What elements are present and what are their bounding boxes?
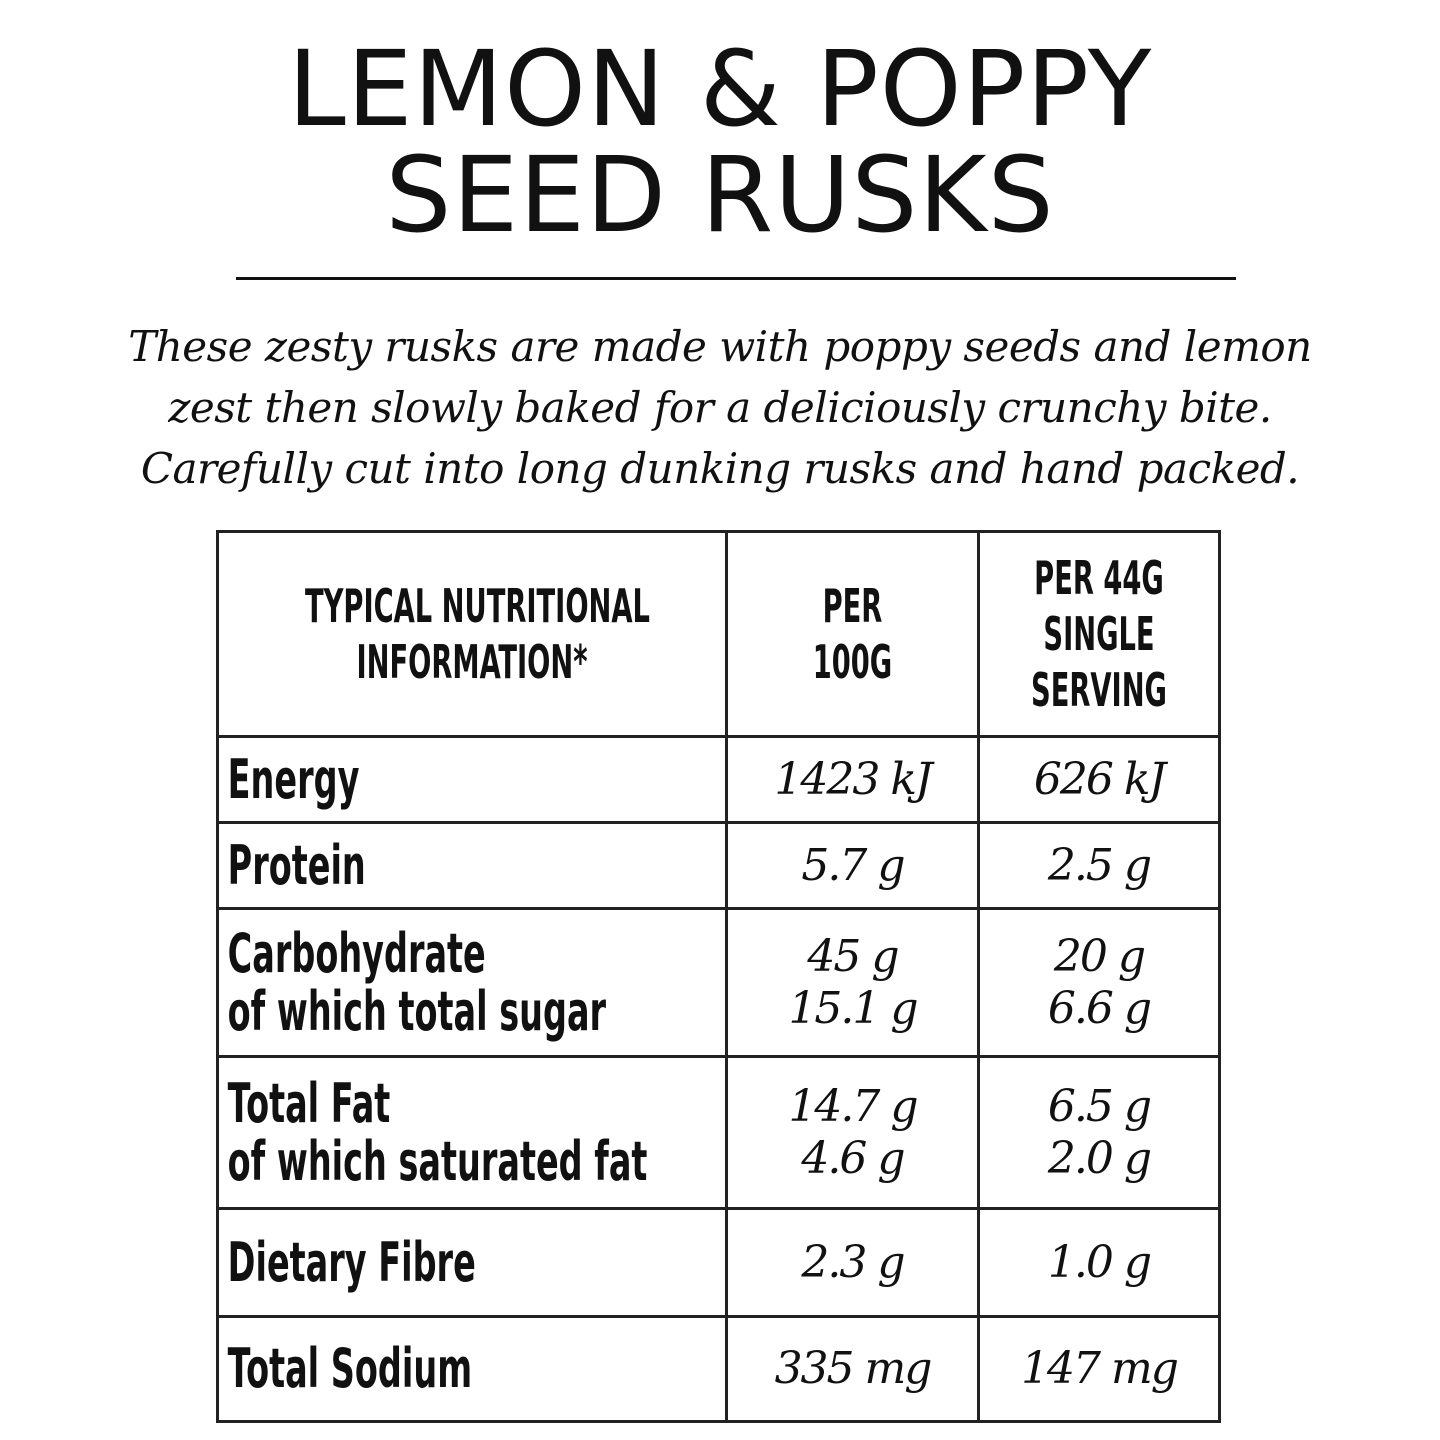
header-serving-line-1: PER 44G — [1034, 551, 1164, 605]
value-fibre-per100: 2.3 g — [801, 1236, 904, 1288]
nutrition-table — [216, 530, 1221, 1423]
row-label — [218, 1209, 727, 1317]
value-protein-serving: 2.5 g — [1047, 839, 1151, 891]
value-carb-serving: 20 g — [1053, 930, 1145, 982]
label-carbohydrate: Carbohydrate — [227, 921, 486, 985]
description-line-3: Carefully cut into long dunking rusks and hand packed. — [140, 444, 1300, 493]
row-per-serving — [979, 1317, 1220, 1422]
header-per-serving — [979, 532, 1220, 737]
row-label — [218, 823, 727, 909]
row-label — [218, 1317, 727, 1422]
product-title-line-2: SEED RUSKS — [385, 134, 1055, 256]
value-satfat-serving: 2.0 g — [1047, 1132, 1151, 1184]
header-per100-line-1: PER — [822, 579, 883, 633]
value-fibre-serving: 1.0 g — [1047, 1236, 1151, 1288]
row-label — [218, 1057, 727, 1209]
header-per100-line-2: 100G — [812, 635, 893, 689]
value-protein-per100: 5.7 g — [801, 839, 904, 891]
label-total-sugar: of which total sugar — [227, 979, 607, 1043]
header-nutrition-info — [218, 532, 727, 737]
row-per-serving — [979, 823, 1220, 909]
table-row — [218, 909, 1220, 1057]
header-serving-line-3: SERVING — [1031, 663, 1167, 717]
description-line-1: These zesty rusks are made with poppy seeds and lemon — [128, 322, 1312, 371]
header-serving-line-2: SINGLE — [1043, 607, 1155, 661]
table-row — [218, 1057, 1220, 1209]
label-total-fat: Total Fat — [227, 1071, 391, 1135]
table-row — [218, 1209, 1220, 1317]
value-energy-per100: 1423 kJ — [774, 753, 931, 805]
row-per-serving — [979, 1209, 1220, 1317]
value-sodium-per100: 335 mg — [774, 1343, 931, 1394]
value-fat-serving: 6.5 g — [1047, 1080, 1151, 1132]
label-energy: Energy — [227, 747, 360, 811]
row-label — [218, 737, 727, 823]
value-satfat-per100: 4.6 g — [801, 1132, 904, 1184]
row-per100 — [727, 1209, 979, 1317]
nutrition-table-container — [216, 530, 1218, 1420]
header-nutrition-line-1: TYPICAL NUTRITIONAL — [305, 579, 650, 633]
row-per100 — [727, 823, 979, 909]
header-per-100g — [727, 532, 979, 737]
row-per-serving — [979, 1057, 1220, 1209]
value-energy-serving: 626 kJ — [1033, 753, 1165, 805]
table-header-row — [218, 532, 1220, 737]
row-per100 — [727, 1057, 979, 1209]
table-row — [218, 737, 1220, 823]
table-row — [218, 1317, 1220, 1422]
value-fat-per100: 14.7 g — [788, 1080, 917, 1132]
product-title-line-1: LEMON & POPPY — [287, 28, 1153, 150]
value-sodium-serving: 147 mg — [1021, 1343, 1177, 1394]
product-title — [0, 28, 1440, 256]
row-per100 — [727, 737, 979, 823]
row-label — [218, 909, 727, 1057]
value-sugar-per100: 15.1 g — [788, 982, 917, 1034]
title-divider — [236, 277, 1236, 280]
product-description — [70, 316, 1370, 499]
value-carb-per100: 45 g — [807, 930, 898, 982]
row-per100 — [727, 909, 979, 1057]
table-row — [218, 823, 1220, 909]
value-sugar-serving: 6.6 g — [1047, 982, 1151, 1034]
row-per-serving — [979, 909, 1220, 1057]
description-line-2: zest then slowly baked for a deliciously crunchy bite. — [168, 383, 1272, 432]
row-per100 — [727, 1317, 979, 1422]
row-per-serving — [979, 737, 1220, 823]
label-saturated-fat: of which saturated fat — [227, 1129, 648, 1193]
label-total-sodium: Total Sodium — [227, 1337, 473, 1400]
label-dietary-fibre: Dietary Fibre — [227, 1230, 476, 1294]
header-nutrition-line-2: INFORMATION* — [356, 635, 588, 689]
label-protein: Protein — [227, 833, 366, 897]
